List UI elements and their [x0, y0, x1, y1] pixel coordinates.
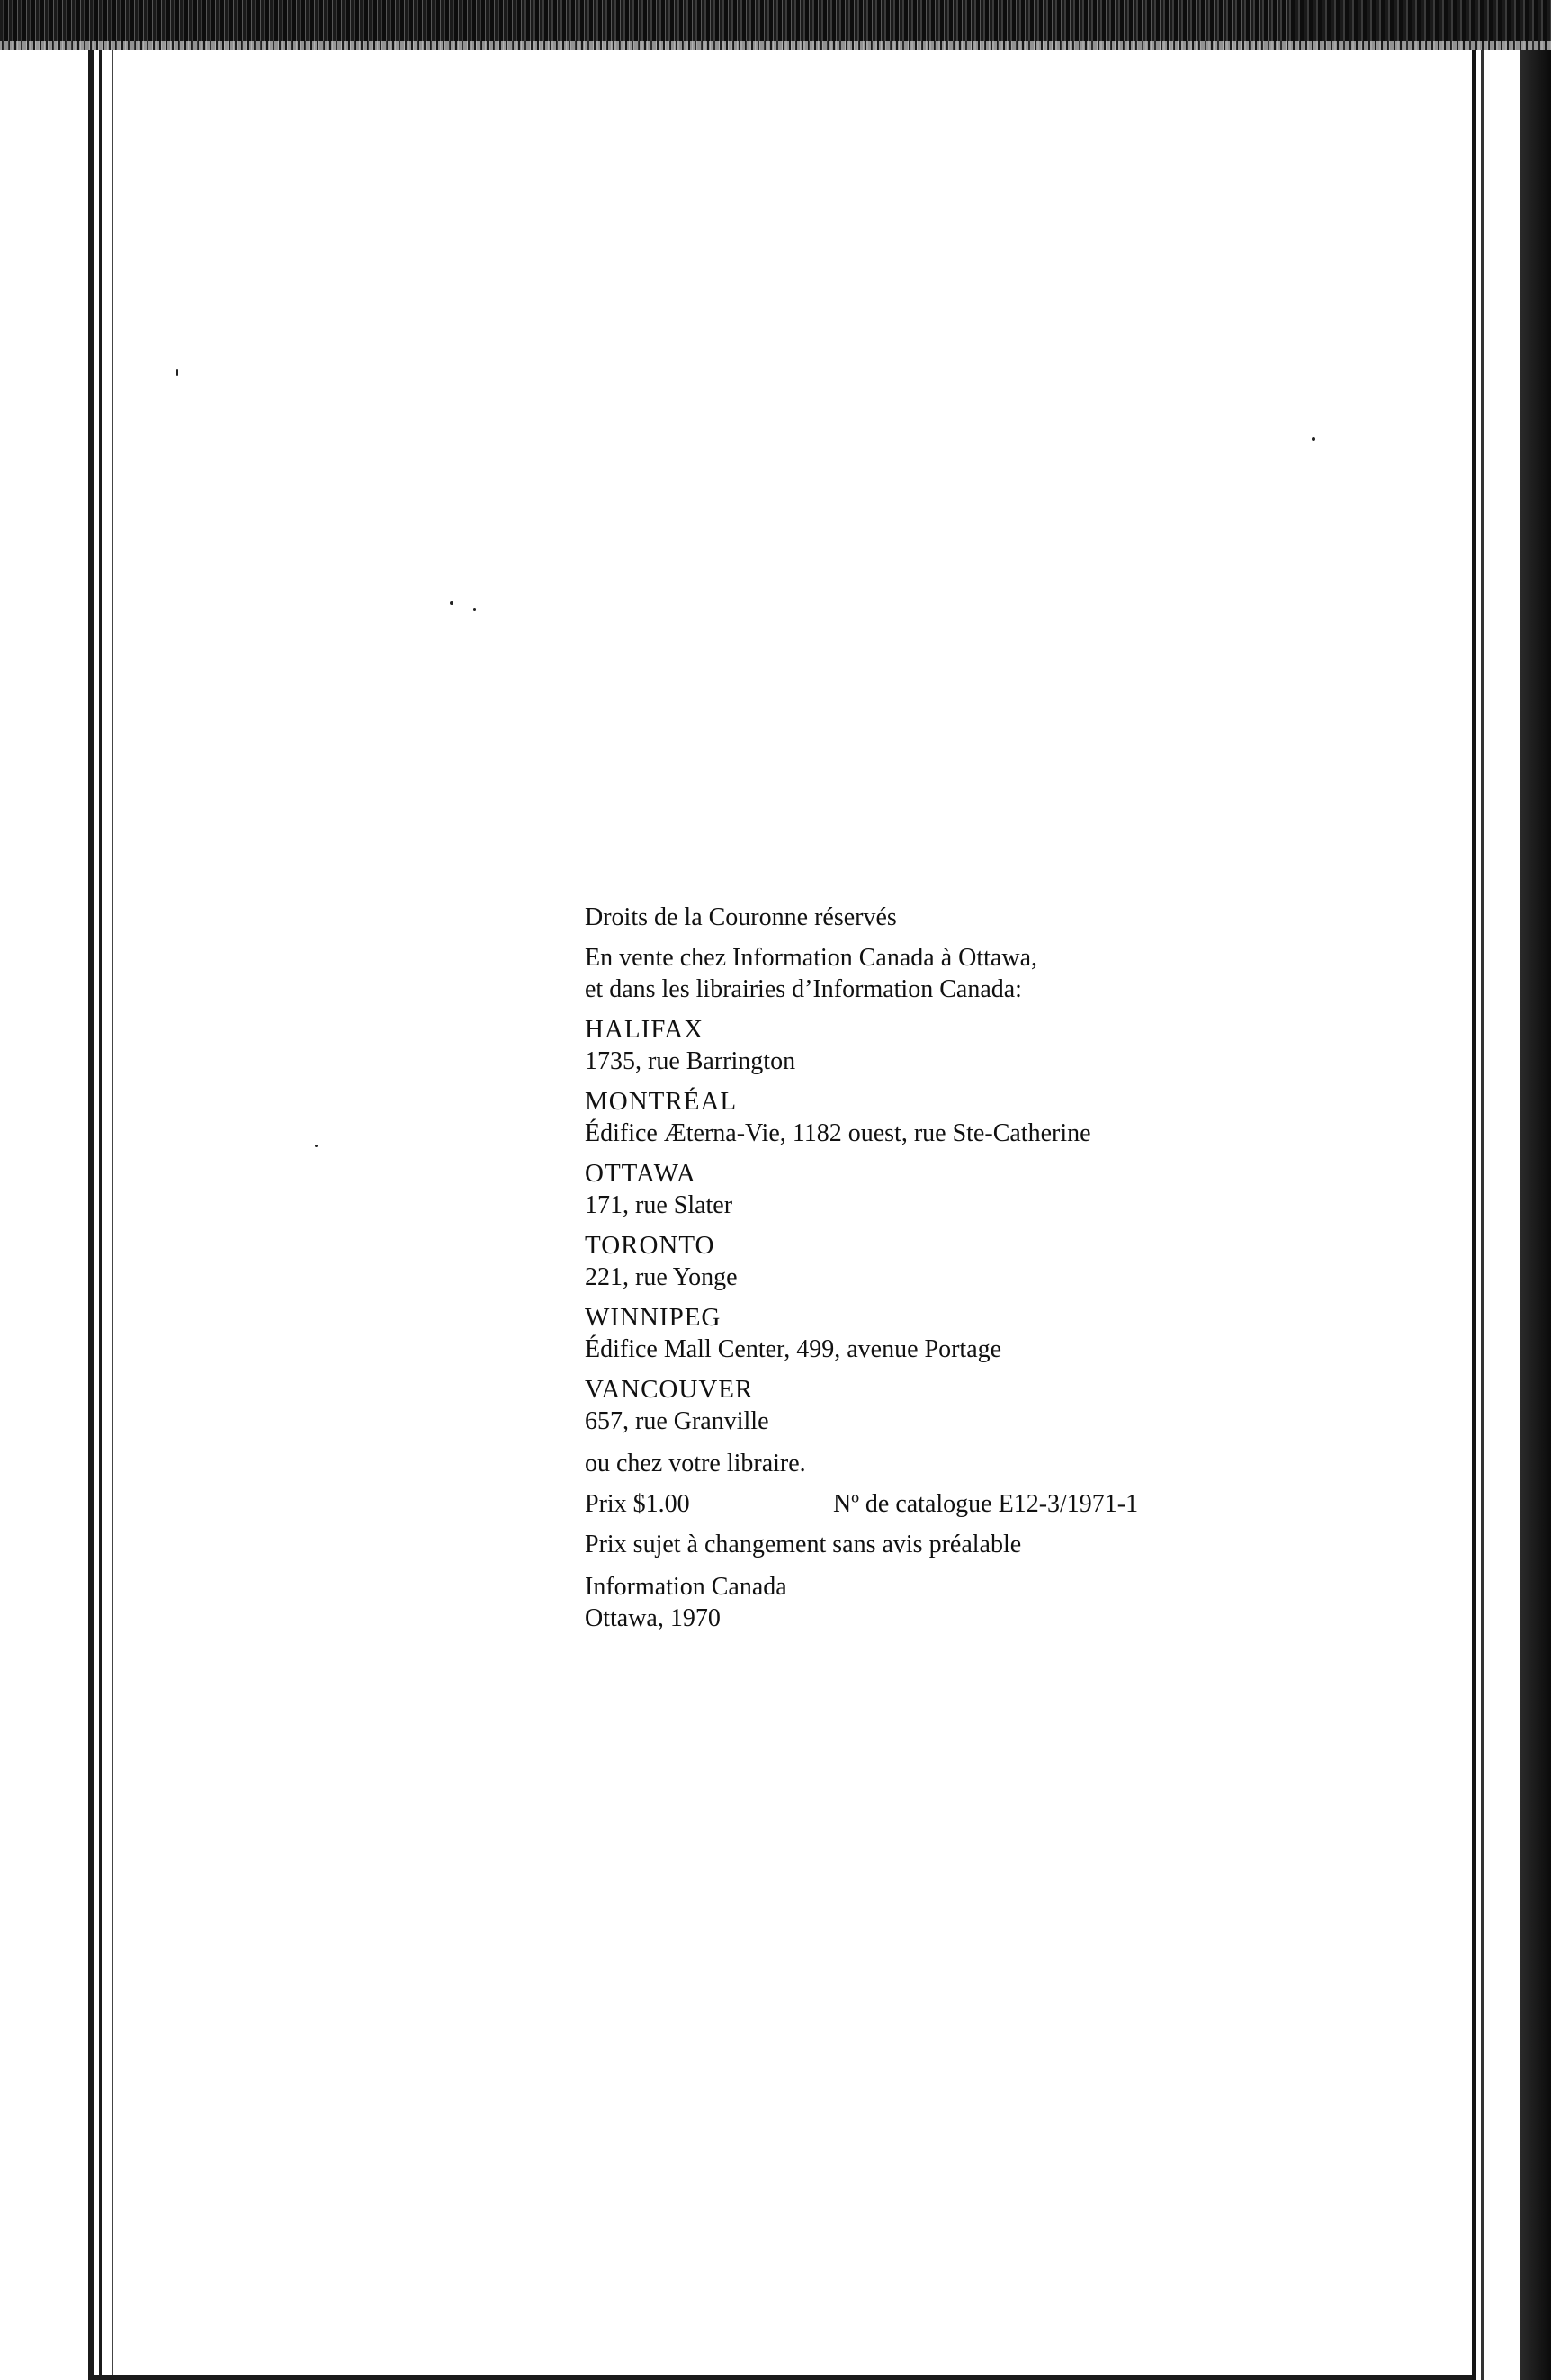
- location-address: Édifice Æterna-Vie, 1182 ouest, rue Ste-Catherine: [585, 1119, 1091, 1147]
- scan-left-edge: [99, 50, 102, 2380]
- location-entry: [585, 1230, 1448, 1293]
- imprint-block: [585, 902, 1448, 1634]
- location-address: 1735, rue Barrington: [585, 1047, 796, 1075]
- location-city: MONTRÉAL: [585, 1087, 738, 1116]
- scan-left-edge: [112, 50, 113, 2380]
- location-address: 171, rue Slater: [585, 1191, 733, 1219]
- location-entry: [585, 1158, 1448, 1221]
- catalogue-number: Nº de catalogue E12-3/1971-1: [833, 1490, 1139, 1518]
- sale-line: En vente chez Information Canada à Ottawa,: [585, 944, 1038, 972]
- location-entry: [585, 1086, 1448, 1149]
- publication-place-year: Ottawa, 1970: [585, 1604, 721, 1632]
- location-entry: [585, 1374, 1448, 1437]
- scan-top-border: [0, 0, 1551, 50]
- scan-bottom-edge: [88, 2375, 1472, 2380]
- bookseller-line: ou chez votre libraire.: [585, 1450, 806, 1477]
- scan-right-edge: [1472, 50, 1476, 2380]
- location-entry: [585, 1014, 1448, 1077]
- scan-speck: [176, 369, 178, 376]
- location-address: Édifice Mall Center, 499, avenue Portage: [585, 1335, 1002, 1363]
- location-city: OTTAWA: [585, 1159, 696, 1188]
- location-address: 221, rue Yonge: [585, 1263, 738, 1291]
- scan-speck: [450, 601, 453, 605]
- price-row: [585, 1488, 1448, 1520]
- sale-line: et dans les librairies d’Information Canada:: [585, 975, 1022, 1003]
- scan-speck: [473, 608, 476, 611]
- location-address: 657, rue Granville: [585, 1407, 769, 1435]
- location-city: TORONTO: [585, 1231, 715, 1260]
- publisher-name: Information Canada: [585, 1573, 787, 1601]
- scan-speck: [1312, 437, 1315, 441]
- price-notice: Prix sujet à changement sans avis préalable: [585, 1531, 1022, 1558]
- scan-right-edge: [1481, 50, 1484, 2380]
- location-city: VANCOUVER: [585, 1375, 754, 1404]
- scan-right-shadow: [1520, 50, 1551, 2380]
- location-entry: [585, 1302, 1448, 1365]
- scan-speck: [315, 1145, 318, 1147]
- location-city: WINNIPEG: [585, 1303, 722, 1332]
- scan-left-edge: [88, 50, 94, 2380]
- location-city: HALIFAX: [585, 1015, 704, 1044]
- rights-line: Droits de la Couronne réservés: [585, 903, 897, 931]
- price-text: Prix $1.00: [585, 1490, 690, 1518]
